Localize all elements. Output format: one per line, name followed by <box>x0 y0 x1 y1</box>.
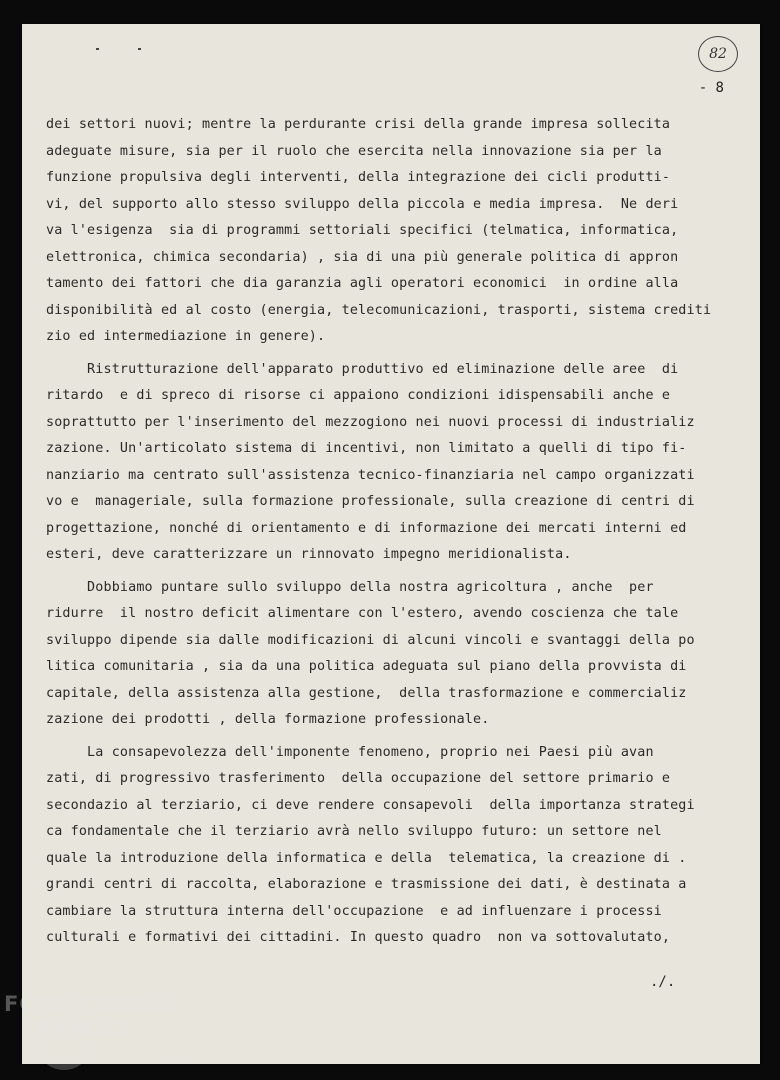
ink-speck <box>138 48 141 50</box>
text-line: funzione propulsiva degli interventi, della integrazione dei cicli produtti- <box>46 170 671 185</box>
text-line: litica comunitaria , sia da una politica adeguata sul piano della provvista di <box>46 659 687 674</box>
gramsci-logo-g <box>36 1014 92 1070</box>
watermark-line-2: RAMSCI <box>34 1016 132 1040</box>
handwritten-page-mark: 82 <box>698 36 738 72</box>
document-page <box>22 24 760 1064</box>
text-line: La consapevolezza dell'imponente fenomeno, proprio nei Paesi più avan <box>46 744 654 760</box>
ink-speck <box>96 48 99 50</box>
text-line: cambiare la struttura interna dell'occupazione e ad influenzare i processi <box>46 903 662 919</box>
text-line: vi, del supporto allo stesso sviluppo della piccola e media impresa. Ne deri <box>46 196 679 212</box>
text-line: zazione. Un'articolato sistema di incentivi, non limitato a quelli di tipo fi- <box>46 441 687 456</box>
text-line: progettazione, nonché di orientamento e di informazione dei mercati interni ed <box>46 520 687 536</box>
text-line: soprattutto per l'inserimento del mezzogiono nei nuovi processi di industrializ <box>46 414 695 430</box>
text-line: ca fondamentale che il terziario avrà nello sviluppo futuro: un settore nel <box>46 824 662 839</box>
text-line: tamento dei fattori che dia garanzia agli operatori economici in ordine alla <box>46 276 679 291</box>
watermark-line-3: onlus <box>160 1056 187 1067</box>
text-line: elettronica, chimica secondaria) , sia di una più generale politica di appron <box>46 249 679 265</box>
text-line: zazione dei prodotti , della formazione professionale. <box>46 712 490 727</box>
text-line: zati, di progressivo trasferimento della occupazione del settore primario e <box>46 771 671 786</box>
text-line: zio ed intermediazione in genere). <box>46 329 326 344</box>
text-line: nanziario ma centrato sull'assistenza tecnico-finanziaria nel campo organizzati <box>46 467 695 483</box>
text-line: adeguate misure, sia per il ruolo che esercita nella innovazione sia per la <box>46 143 662 159</box>
text-line: sviluppo dipende sia dalle modificazioni di alcuni vincoli e svantaggi della po <box>46 632 695 648</box>
text-line: disponibilità ed al costo (energia, telecomunicazioni, trasporti, sistema crediti <box>46 302 712 318</box>
text-line: quale la introduzione della informatica e della telematica, la creazione di . <box>46 850 687 866</box>
text-line: Ristrutturazione dell'apparato produttivo ed eliminazione delle aree di <box>46 361 679 377</box>
text-line: secondazio al terziario, ci deve rendere consapevoli della importanza strategi <box>46 797 695 813</box>
page-number: - 8 <box>698 80 724 96</box>
text-line: Dobbiamo puntare sullo sviluppo della nostra agricoltura , anche per <box>46 579 654 595</box>
text-line: dei settori nuovi; mentre la perdurante crisi della grande impresa sollecita <box>46 117 671 132</box>
watermark-line-1: FONDAZIONE <box>4 992 171 1016</box>
text-line: esteri, deve caratterizzare un rinnovato impegno meridionalista. <box>46 547 572 562</box>
text-line: vo e manageriale, sulla formazione professionale, sulla creazione di centri di <box>46 494 695 509</box>
text-line: capitale, della assistenza alla gestione, della trasformazione e commercializ <box>46 685 687 701</box>
continuation-mark: ./. <box>650 974 676 990</box>
typewritten-body <box>46 112 758 952</box>
text-line: grandi centri di raccolta, elaborazione e trasmissione dei dati, è destinata a <box>46 877 687 892</box>
text-line: ritardo e di spreco di risorse ci appaiono condizioni idispensabili anche e <box>46 388 671 403</box>
text-line: va l'esigenza sia di programmi settoriali specifici (telmatica, informatica, <box>46 223 679 238</box>
fondazione-gramsci-watermark <box>4 992 187 1067</box>
text-line: ridurre il nostro deficit alimentare con l'estero, avendo coscienza che tale <box>46 606 679 621</box>
text-line: culturali e formativi dei cittadini. In questo quadro non va sottovalutato, <box>46 930 671 945</box>
